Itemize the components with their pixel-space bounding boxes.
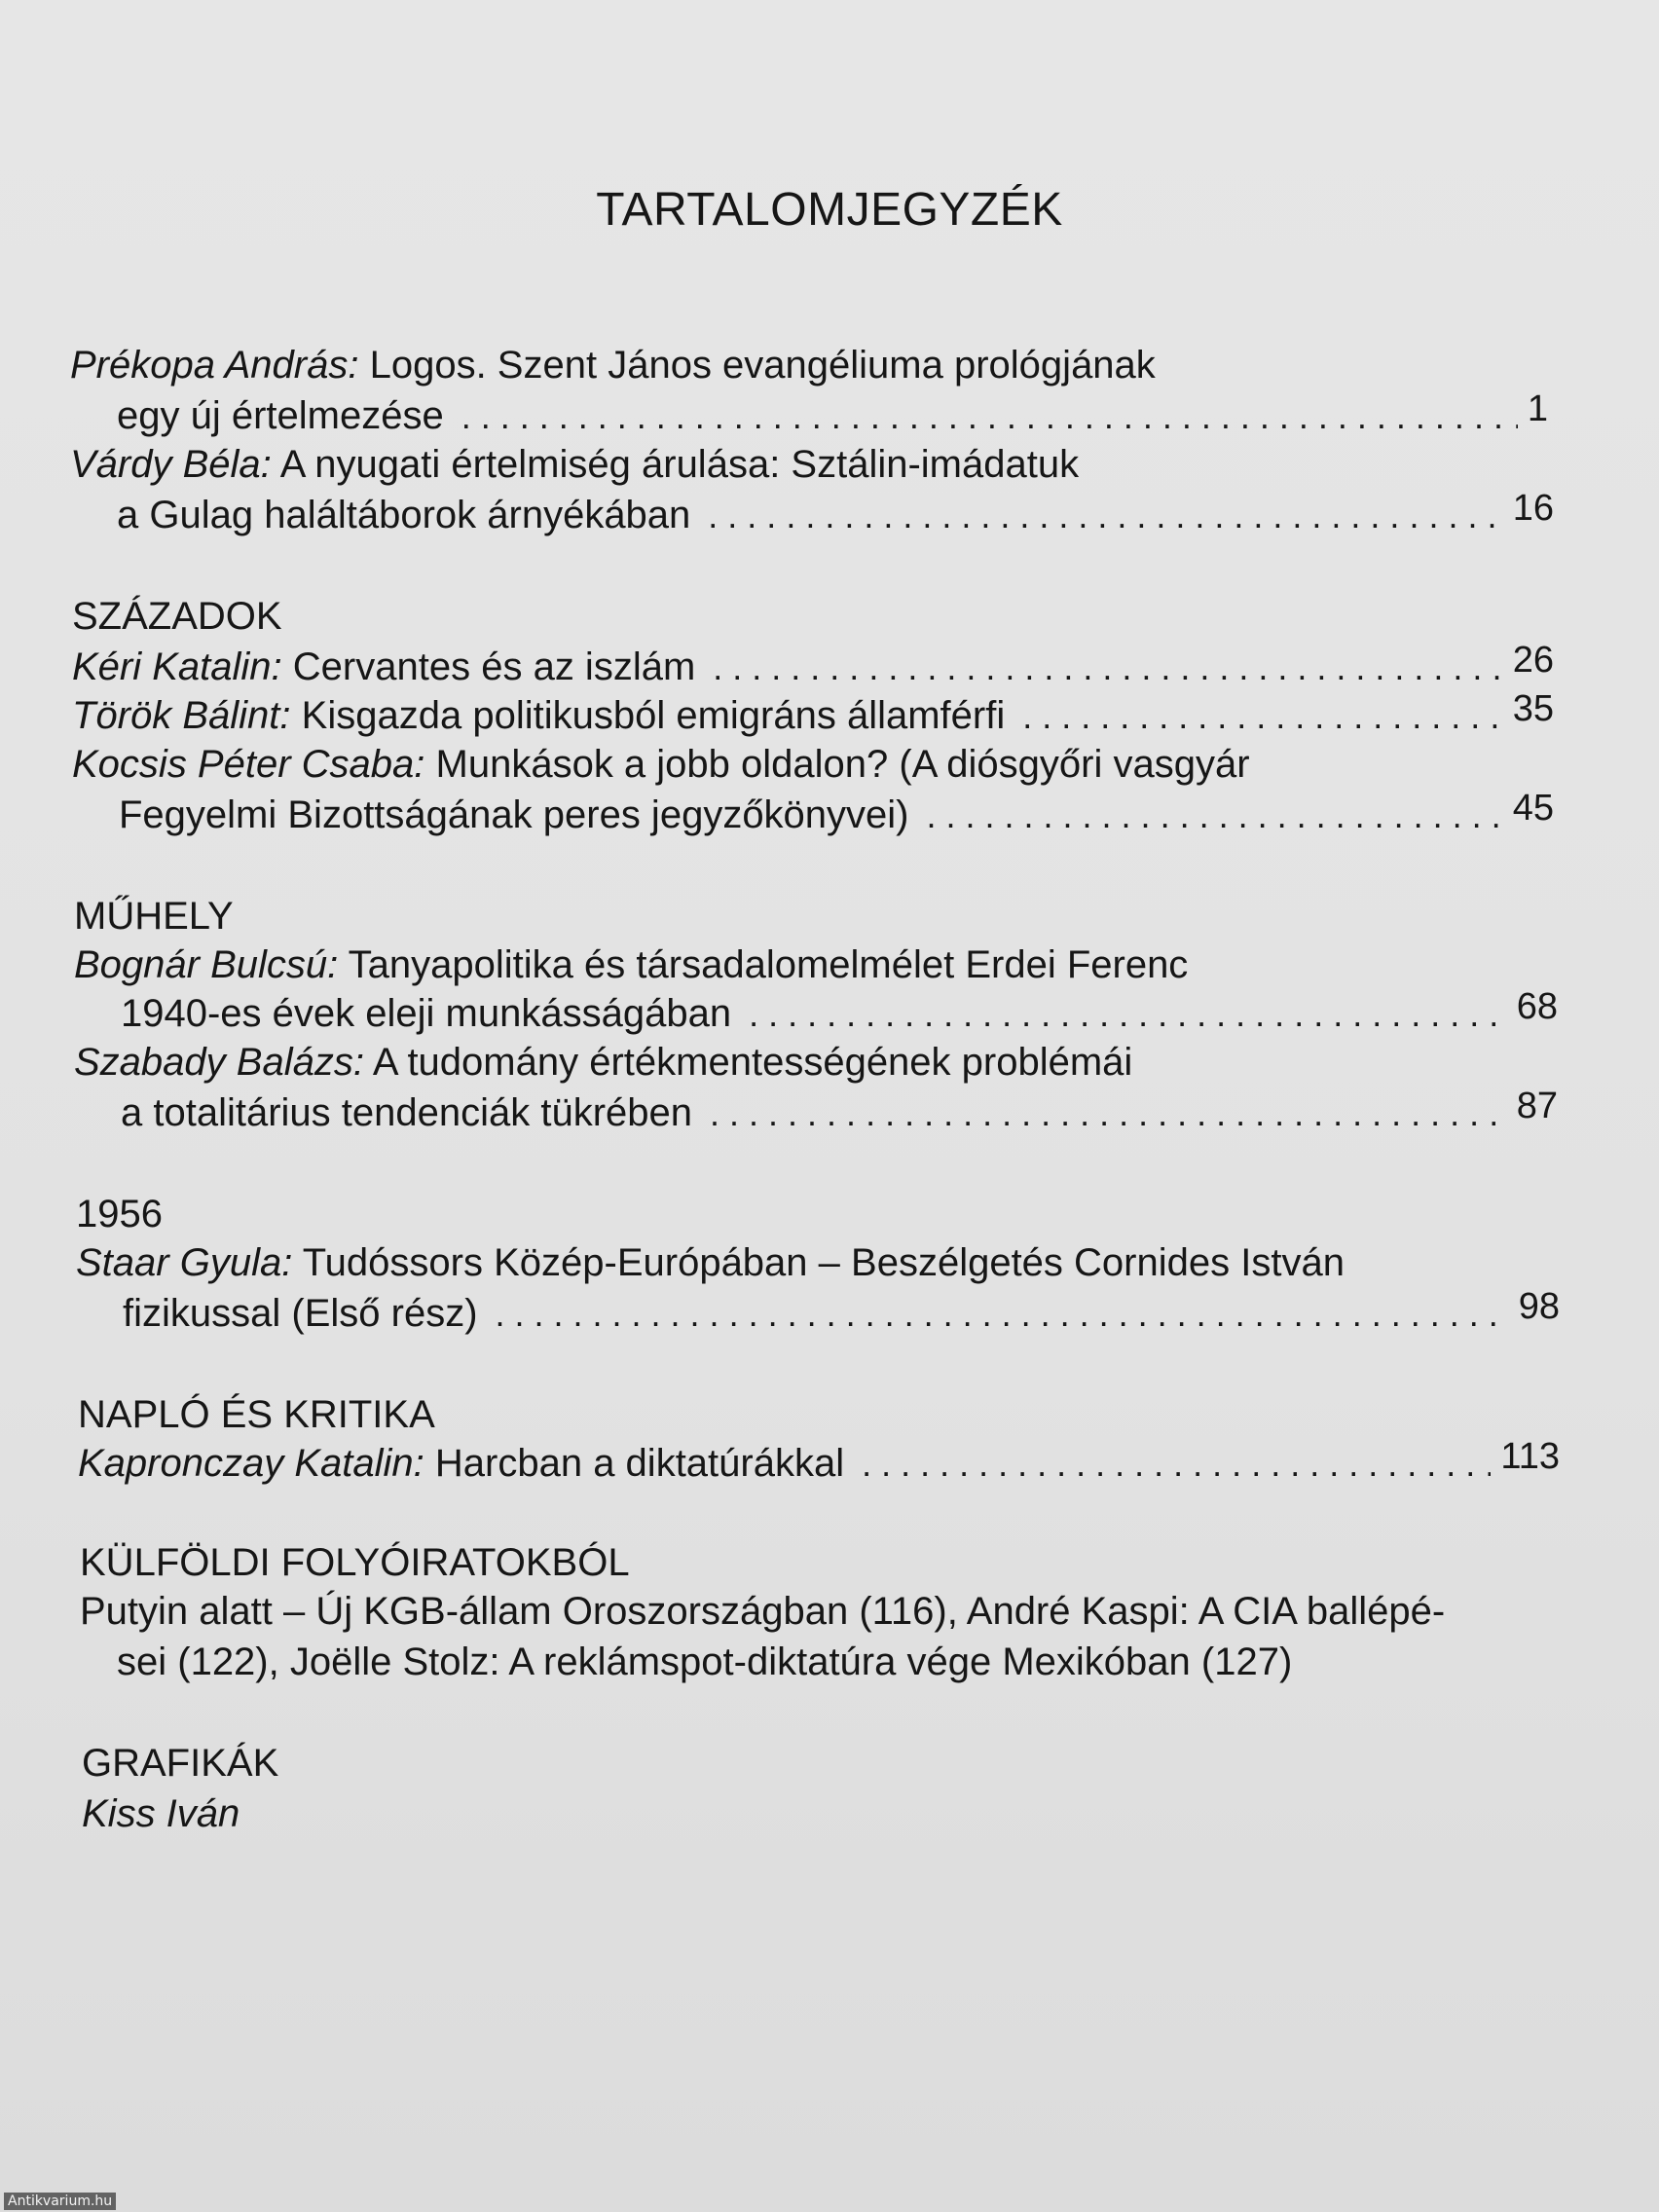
page-number: 45	[1512, 788, 1554, 829]
text-line: Putyin alatt – Új KGB-állam Oroszországban (116), André Kaspi: A CIA ballépé-	[80, 1590, 1446, 1633]
dot-leader	[731, 990, 1507, 1039]
entry-title-cont: fizikussal (Első rész)	[123, 1292, 478, 1335]
page-number: 1	[1527, 388, 1548, 429]
section-heading: MŰHELY	[74, 895, 234, 938]
dot-leader	[909, 792, 1503, 840]
entry-title: Tanyapolitika és társadalomelmélet Erdei Ferenc	[348, 943, 1189, 986]
entry-title-cont: Fegyelmi Bizottságának peres jegyzőkönyvei)	[119, 793, 909, 836]
entry-author: Kéri Katalin:	[72, 645, 282, 688]
entry-author: Várdy Béla:	[70, 443, 272, 486]
page-number: 35	[1512, 688, 1554, 729]
entry-title: Harcban a diktatúrákkal	[434, 1442, 845, 1485]
page-number: 68	[1516, 986, 1558, 1027]
graphics-artist: Kiss Iván	[82, 1792, 240, 1835]
entry-author: Szabady Balázs:	[74, 1041, 364, 1084]
page-number: 98	[1518, 1286, 1560, 1327]
dot-leader	[1005, 692, 1503, 741]
page-number: 87	[1516, 1086, 1558, 1126]
entry-author: Staar Gyula:	[76, 1241, 293, 1284]
toc-entry-line	[117, 388, 1548, 441]
entry-author: Bognár Bulcsú:	[74, 943, 339, 986]
toc-entry-line	[70, 440, 1079, 489]
entry-title-cont: a totalitárius tendenciák tükrében	[121, 1091, 693, 1134]
entry-title-cont: egy új értelmezése	[117, 394, 444, 437]
dot-leader	[695, 644, 1502, 692]
page-number: 16	[1512, 488, 1554, 529]
dot-leader	[478, 1290, 1509, 1339]
page-number: 26	[1512, 640, 1554, 681]
entry-author: Kocsis Péter Csaba:	[72, 743, 425, 786]
toc-entry-line	[76, 1238, 1345, 1287]
toc-entry-line	[70, 341, 1156, 389]
toc-entry-line	[119, 788, 1554, 840]
entry-title: Logos. Szent János evangéliuma prológjának	[369, 344, 1156, 387]
section-heading: SZÁZADOK	[72, 595, 282, 638]
section-heading: 1956	[76, 1193, 163, 1235]
section-heading: NAPLÓ ÉS KRITIKA	[78, 1393, 435, 1436]
dot-leader	[844, 1440, 1491, 1489]
entry-title: Tudóssors Közép-Európában – Beszélgetés Cornides István	[302, 1241, 1345, 1284]
dot-leader	[444, 392, 1518, 441]
section-heading: KÜLFÖLDI FOLYÓIRATOKBÓL	[80, 1541, 630, 1584]
entry-title: A nyugati értelmiség árulása: Sztálin-imádatuk	[279, 443, 1080, 486]
watermark: Antikvarium.hu	[4, 2193, 116, 2210]
entry-title: Kisgazda politikusból emigráns államférfi	[301, 694, 1006, 737]
dot-leader	[690, 492, 1502, 540]
entry-title-cont: 1940-es évek eleji munkásságában	[121, 992, 732, 1035]
toc-entry-line	[72, 688, 1554, 741]
page-number: 113	[1500, 1436, 1560, 1477]
entry-title: Cervantes és az iszlám	[292, 645, 696, 688]
toc-entry-line	[117, 488, 1554, 540]
entry-title-cont: a Gulag haláltáborok árnyékában	[117, 494, 691, 536]
toc-entry-line	[72, 740, 1250, 789]
dot-leader	[692, 1089, 1507, 1138]
entry-author: Kapronczay Katalin:	[78, 1442, 424, 1485]
section-heading: GRAFIKÁK	[82, 1742, 279, 1785]
entry-author: Prékopa András:	[70, 344, 359, 387]
page-title: TARTALOMJEGYZÉK	[596, 184, 1063, 236]
text-line: sei (122), Joëlle Stolz: A reklámspot-diktatúra vége Mexikóban (127)	[117, 1641, 1293, 1683]
toc-entry-line	[74, 940, 1188, 989]
entry-title: A tudomány értékmentességének problémái	[372, 1041, 1133, 1084]
entry-title: Munkások a jobb oldalon? (A diósgyőri vasgyár	[435, 743, 1250, 786]
toc-entry-line	[72, 640, 1554, 692]
toc-entry-line	[121, 986, 1558, 1039]
toc-entry-line	[78, 1436, 1560, 1489]
toc-entry-line	[74, 1038, 1132, 1087]
toc-entry-line	[121, 1088, 1558, 1138]
toc-entry-line	[123, 1286, 1560, 1339]
entry-author: Török Bálint:	[72, 694, 291, 737]
